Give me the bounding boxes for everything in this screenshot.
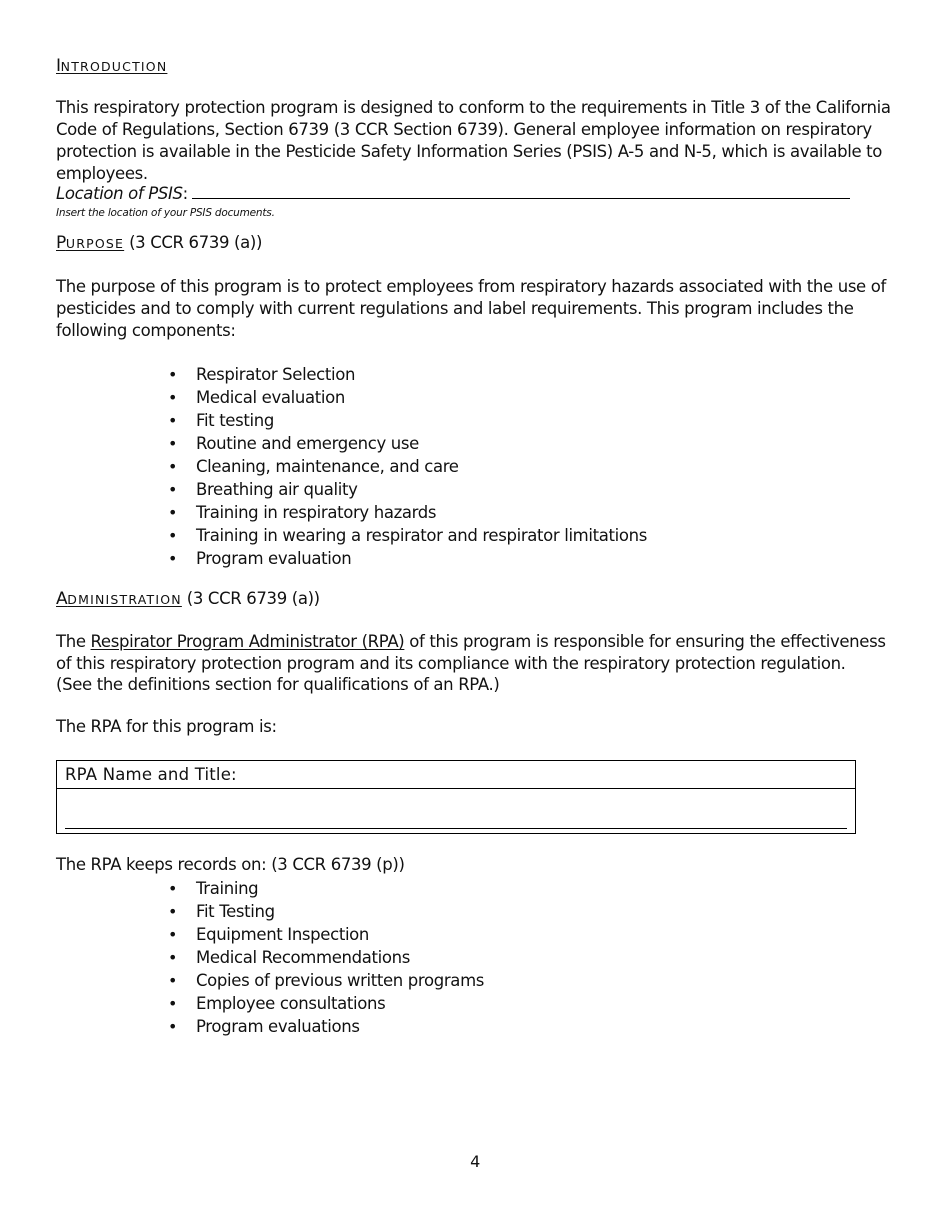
definitions-note: (See the definitions section for qualifications of an RPA.) [56, 675, 500, 694]
list-item: • Employee consultations [168, 992, 950, 1015]
psis-location-colon: : [182, 184, 188, 203]
psis-location-label: Location of PSIS [56, 184, 183, 203]
psis-location-field[interactable] [56, 184, 896, 203]
purpose-citation: (3 CCR 6739 (a)) [129, 233, 263, 252]
list-item: • Routine and emergency use [168, 432, 950, 455]
list-item: • Respirator Selection [168, 363, 950, 386]
rpa-name-box [56, 760, 856, 834]
introduction-heading [56, 56, 167, 76]
purpose-components-list [56, 363, 950, 570]
list-item: • Breathing air quality [168, 478, 950, 501]
administration-body: The Respirator Program Administrator (RPA) of this program is responsible for ensuring the effectiveness of this respiratory protection program and its compliance with the respiratory protection regulation. [56, 632, 886, 673]
list-item: • Medical Recommendations [168, 946, 950, 969]
administration-citation: (3 CCR 6739 (a)) [186, 589, 320, 608]
rpa-name-entry[interactable] [57, 789, 855, 833]
list-item: • Program evaluations [168, 1015, 950, 1038]
rpa-intro: The RPA for this program is: [56, 717, 277, 736]
list-item: • Training [168, 877, 950, 900]
purpose-heading: PURPOSE (3 CCR 6739 (a)) [56, 233, 263, 253]
introduction-body: This respiratory protection program is designed to conform to the requirements in Title 3 of the California Code of Regulations, Section 6739 (3 CCR Section 6739). General employee information on respiratory protection is available in the Pesticide Safety Information Series (PSIS) A-5 and N-5, which is available to employees. [56, 98, 891, 183]
psis-location-blank[interactable] [192, 184, 850, 199]
introduction-heading-initial: I [56, 56, 61, 76]
records-intro: The RPA keeps records on: (3 CCR 6739 (p)) [56, 855, 405, 874]
list-item: • Fit testing [168, 409, 950, 432]
list-item: • Cleaning, maintenance, and care [168, 455, 950, 478]
list-item: • Training in wearing a respirator and respirator limitations [168, 524, 950, 547]
page-number: 4 [470, 1152, 480, 1171]
list-item: • Copies of previous written programs [168, 969, 950, 992]
psis-location-note: Insert the location of your PSIS documents. [56, 207, 275, 219]
purpose-body: The purpose of this program is to protect employees from respiratory hazards associated with the use of pesticides and to comply with current regulations and label requirements. This program includes the following components: [56, 277, 886, 340]
list-item: • Equipment Inspection [168, 923, 950, 946]
list-item: • Training in respiratory hazards [168, 501, 950, 524]
introduction-heading-rest: NTRODUCTION [60, 59, 168, 74]
list-item: • Fit Testing [168, 900, 950, 923]
list-item: • Medical evaluation [168, 386, 950, 409]
rpa-term: Respirator Program Administrator (RPA) [90, 632, 405, 651]
rpa-name-blank[interactable] [65, 828, 847, 829]
rpa-name-label: RPA Name and Title: [57, 761, 855, 789]
list-item: • Program evaluation [168, 547, 950, 570]
records-list [56, 877, 950, 1038]
administration-heading: ADMINISTRATION (3 CCR 6739 (a)) [56, 589, 320, 609]
